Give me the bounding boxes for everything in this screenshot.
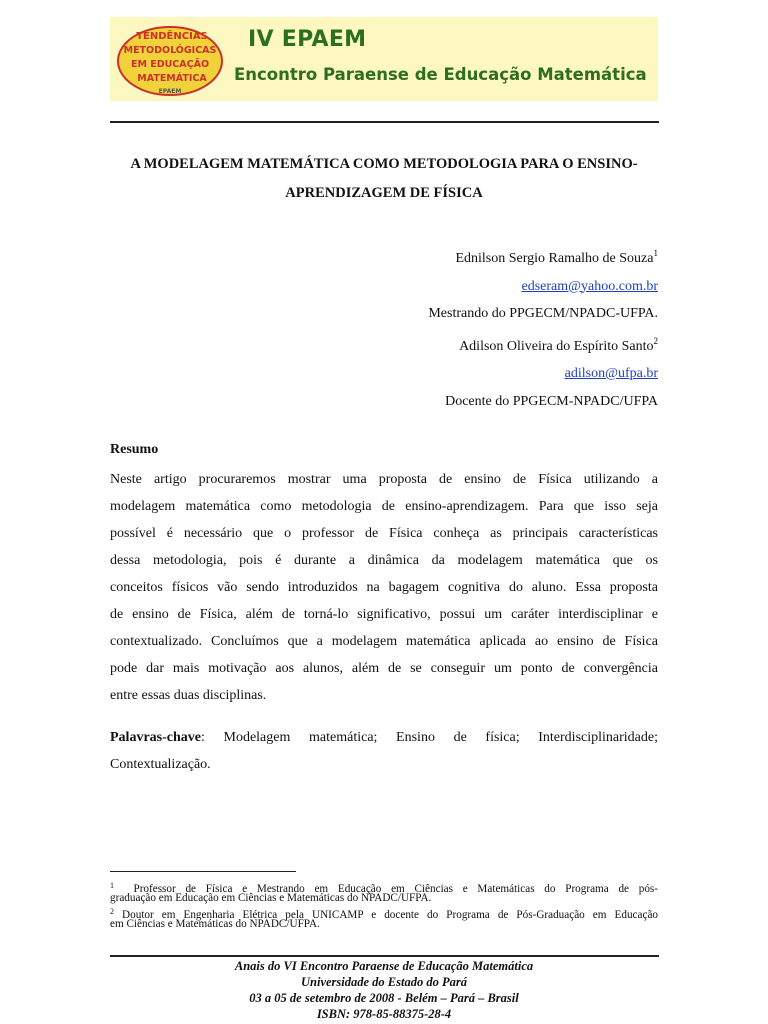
paper-title-line-2: APRENDIZAGEM DE FÍSICA bbox=[285, 185, 483, 201]
abstract-heading: Resumo bbox=[110, 442, 159, 457]
abstract-line: Neste artigo procuraremos mostrar uma proposta de ensino de Física utilizando a bbox=[110, 472, 658, 487]
logo-text-2: METODOLÓGICAS bbox=[123, 45, 217, 56]
abstract-line: de ensino de Física, além de torná-lo significativo, possui um caráter interdisciplinar e bbox=[110, 607, 658, 622]
header-banner bbox=[110, 17, 658, 101]
page-footer bbox=[110, 958, 658, 1022]
paper-title-line-1: A MODELAGEM MATEMÁTICA COMO METODOLOGIA PARA O ENSINO- bbox=[130, 156, 638, 172]
footer-line-2: Universidade do Estado do Pará bbox=[301, 975, 467, 989]
abstract-line: entre essas duas disciplinas. bbox=[110, 688, 267, 703]
abstract-line: pode dar mais motivação aos alunos, além de se conseguir um ponto de convergência bbox=[110, 661, 658, 676]
keywords-label: Palavras-chave bbox=[110, 730, 201, 745]
footer-line-1: Anais do VI Encontro Paraense de Educação Matemática bbox=[234, 959, 534, 973]
keywords-line-1 bbox=[110, 724, 658, 751]
author-2-footnote-ref[interactable]: 2 bbox=[653, 335, 658, 346]
paper-title bbox=[110, 150, 658, 208]
abstract-line: modelagem matemática como metodologia de ensino-aprendizagem. Para que isso seja bbox=[110, 499, 658, 514]
author-2-email-link[interactable]: adilson@ufpa.br bbox=[564, 366, 658, 381]
footnote-2-line-2: em Ciências e Matemáticas do NPADC/UFPA. bbox=[110, 918, 320, 930]
footnote-1-line-1 bbox=[110, 879, 658, 895]
logo-text-3: EM EDUCAÇÃO bbox=[130, 59, 210, 70]
author-1-name-text: Ednilson Sergio Ramalho de Souza bbox=[455, 251, 654, 266]
footnote-2-text-1: Doutor em Engenharia Elétrica pela UNICAMP e docente do Programa de Pós-Graduação em Educação bbox=[122, 909, 659, 921]
footnote-1-number: 1 bbox=[110, 881, 114, 890]
footnote-1-line-2: graduação em Educação em Ciências e Matemáticas do NPADC/UFPA. bbox=[110, 892, 432, 904]
author-1-affiliation: Mestrando do PPGECM/NPADC-UFPA. bbox=[428, 306, 658, 321]
footnote-2-number: 2 bbox=[110, 907, 114, 916]
abstract-line: dessa metodologia, pois é durante a dinâmica da modelagem matemática que os bbox=[110, 553, 658, 568]
abstract-body bbox=[110, 466, 658, 709]
logo-text-5: EPAEM bbox=[158, 88, 182, 95]
keywords-text-1: : Modelagem matemática; Ensino de física; Interdisciplinaridade; bbox=[200, 730, 658, 745]
author-2-affiliation: Docente do PPGECM-NPADC/UFPA bbox=[445, 393, 658, 409]
author-1-footnote-ref[interactable]: 1 bbox=[653, 248, 658, 258]
abstract-line: conceitos físicos vão sendo introduzidos na bagagem cognitiva do aluno. Essa proposta bbox=[110, 580, 658, 595]
keywords bbox=[110, 724, 658, 778]
footer-line-4: ISBN: 978-85-88375-28-4 bbox=[316, 1007, 452, 1021]
footnote-1-text-1: Professor de Física e Mestrando em Educação em Ciências e Matemáticas do Programa de pós- bbox=[133, 883, 658, 895]
keywords-line-2: Contextualização. bbox=[110, 757, 211, 772]
logo-text-1: TENDÊNCIAS bbox=[136, 31, 208, 42]
abstract-line: contextualizado. Concluímos que a modelagem matemática aplicada ao ensino de Física bbox=[110, 634, 658, 649]
author-1-email-link[interactable]: edseram@yahoo.com.br bbox=[521, 278, 658, 294]
logo-text-4: MATEMÁTICA bbox=[137, 73, 207, 84]
abstract-line: possível é necessário que o professor de Física conheça as principais características bbox=[110, 526, 658, 541]
footnotes bbox=[110, 879, 658, 931]
author-2-name bbox=[428, 328, 658, 361]
event-title: IV EPAEM bbox=[248, 27, 367, 52]
footnote-divider bbox=[110, 871, 296, 872]
event-logo bbox=[114, 21, 226, 97]
author-1-name bbox=[428, 240, 658, 273]
footnote-2-line-1 bbox=[110, 905, 659, 921]
event-subtitle: Encontro Paraense de Educação Matemática bbox=[234, 65, 647, 84]
footer-line-3: 03 a 05 de setembro de 2008 - Belém – Pará – Brasil bbox=[249, 991, 519, 1005]
author-2-name-text: Adilson Oliveira do Espírito Santo bbox=[459, 338, 654, 354]
header-divider bbox=[110, 121, 659, 123]
author-block bbox=[428, 240, 658, 415]
footer-divider bbox=[110, 955, 659, 957]
